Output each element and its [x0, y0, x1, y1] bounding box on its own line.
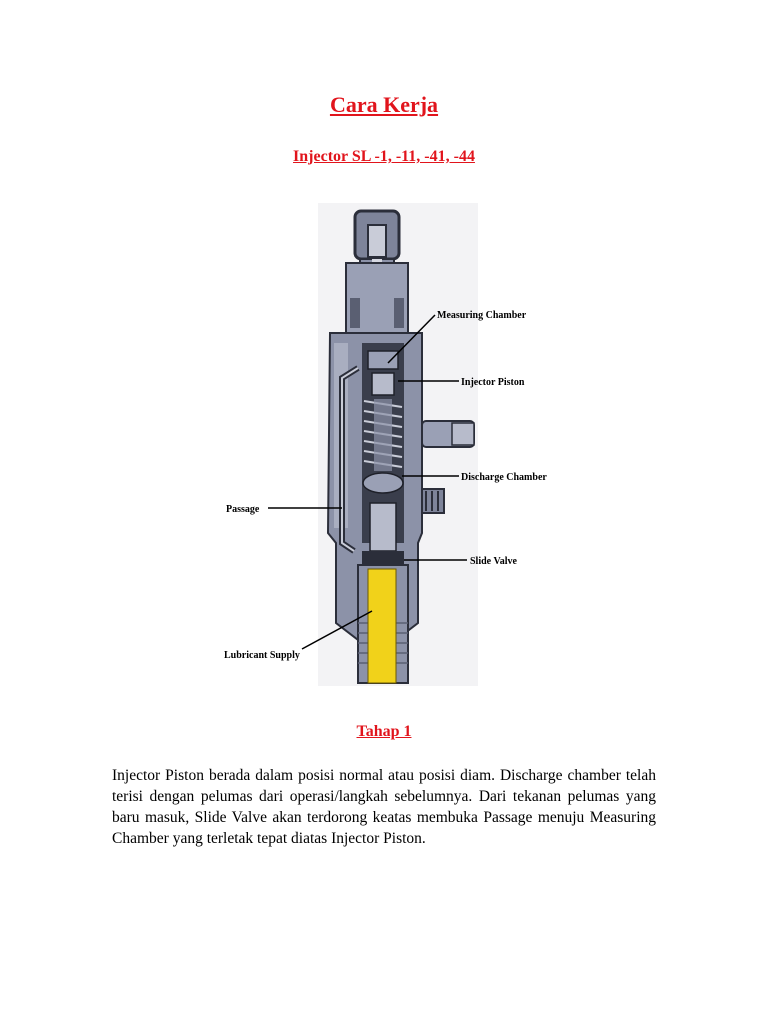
side-plug [422, 489, 444, 513]
label-injector-piston: Injector Piston [461, 377, 525, 388]
section-title: Tahap 1 [356, 723, 412, 740]
label-lubricant-supply: Lubricant Supply [224, 650, 300, 661]
body-paragraph: Injector Piston berada dalam posisi normal atau posisi diam. Discharge chamber telah terisi dengan pelumas dari operasi/langkah sebelumnya. Dari tekanan pelumas yang baru masuk, Slide Valve akan terdorong keatas membuka Passage menuju Measuring Chamber yang terletak tepat diatas Injector Piston. [112, 767, 656, 847]
page-title: Cara Kerja [329, 92, 439, 117]
discharge-chamber [363, 473, 403, 493]
label-slide-valve: Slide Valve [470, 556, 517, 567]
label-discharge-chamber: Discharge Chamber [461, 472, 547, 483]
measuring-chamber [368, 351, 398, 369]
label-passage: Passage [226, 504, 260, 515]
injector-piston [372, 373, 394, 395]
lubricant-column [368, 569, 396, 683]
injector-diagram [222, 203, 562, 686]
page-subtitle: Injector SL -1, -11, -41, -44 [293, 148, 475, 165]
label-measuring-chamber: Measuring Chamber [437, 310, 527, 321]
slide-valve [370, 503, 396, 551]
